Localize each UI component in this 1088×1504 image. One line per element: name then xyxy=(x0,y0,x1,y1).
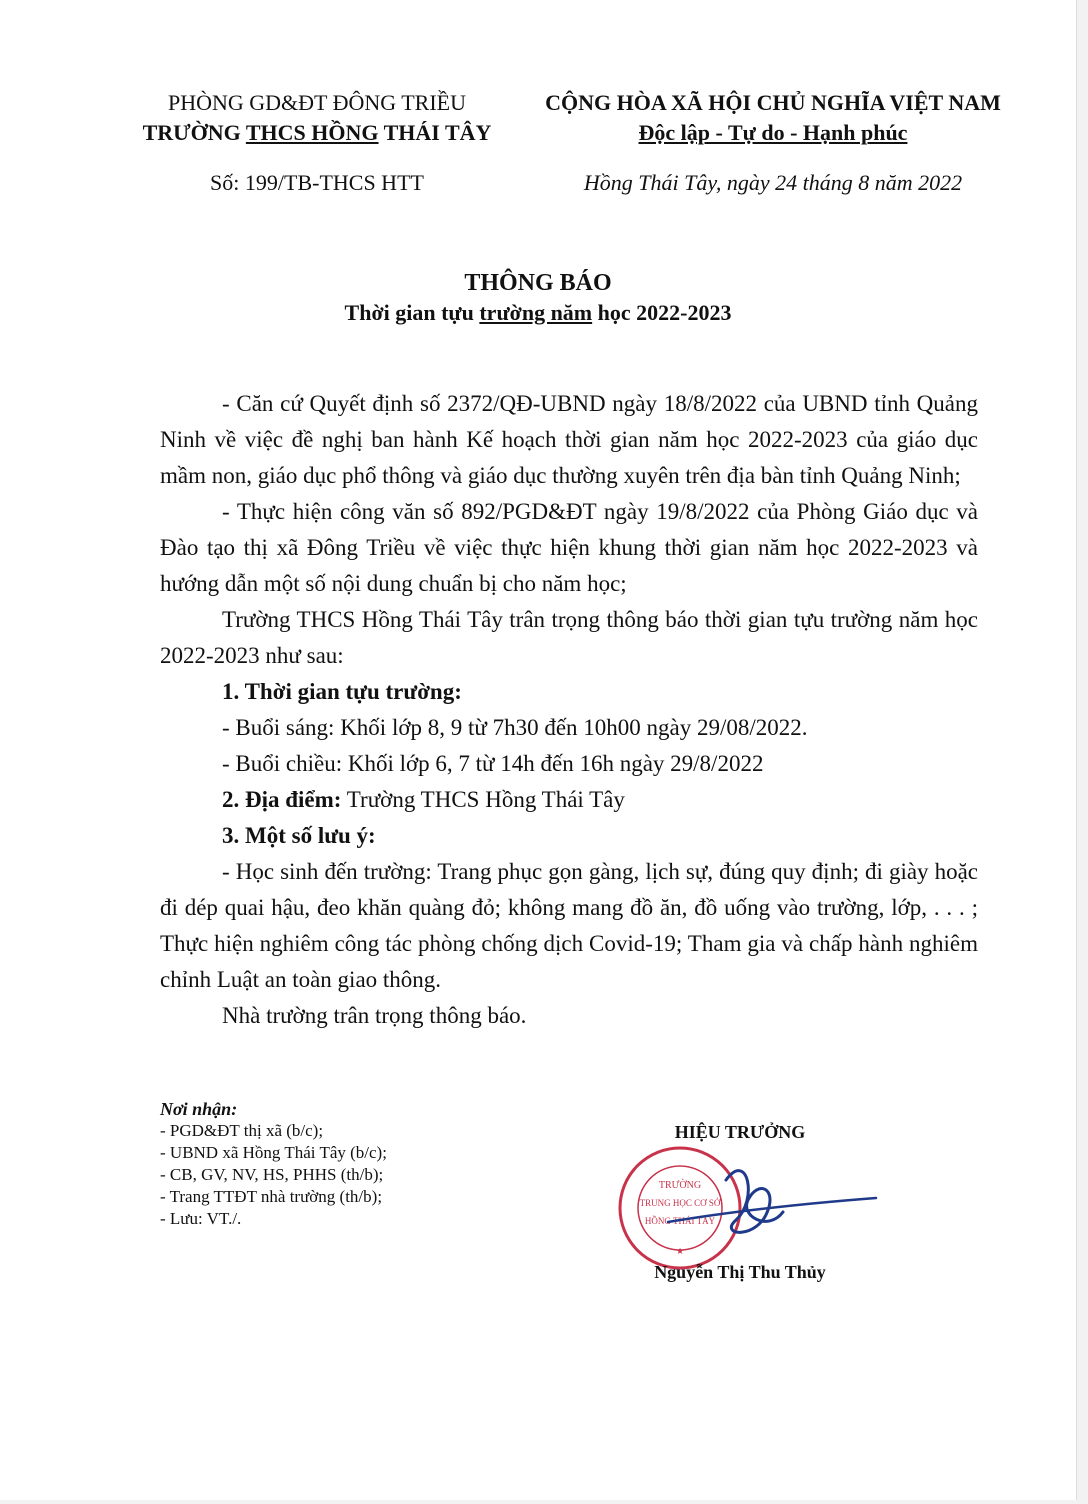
recipient-item: - Trang TTĐT nhà trường (th/b); xyxy=(160,1187,383,1206)
document-number: Số: 199/TB-THCS HTT xyxy=(210,170,424,195)
section-1-afternoon: - Buổi chiều: Khối lớp 6, 7 từ 14h đến 16h ngày 29/8/2022 xyxy=(222,751,764,776)
official-seal-and-signature xyxy=(608,1140,888,1270)
paragraph-basis-1: - Căn cứ Quyết định số 2372/QĐ-UBND ngày 18/8/2022 của UBND tỉnh Quảng Ninh về việc đề nghị ban hành Kế hoạch thời gian năm học 2022-2023 của giáo dục mầm non, giáo dục phổ thông và giáo dục thường xuyên trên địa bàn tỉnh Quảng Ninh; xyxy=(160,391,978,488)
national-header xyxy=(528,88,1018,148)
paragraph-intro: Trường THCS Hồng Thái Tây trân trọng thông báo thời gian tựu trường năm học 2022-2023 như sau: xyxy=(160,607,978,668)
place-date: Hồng Thái Tây, ngày 24 tháng 8 năm 2022 xyxy=(583,170,963,195)
svg-text:TRUNG HỌC CƠ SỞ: TRUNG HỌC CƠ SỞ xyxy=(639,1198,721,1208)
issuer-block xyxy=(92,88,542,148)
recipient-item: - CB, GV, NV, HS, PHHS (th/b); xyxy=(160,1165,384,1184)
section-3-notes: - Học sinh đến trường: Trang phục gọn gàng, lịch sự, đúng quy định; đi giày hoặc đi dép quai hậu, đeo khăn quàng đỏ; không mang đồ ăn, đồ uống vào trường, lớp, . . . ; Thực hiện nghiêm công tác phòng chống dịch Covid-19; Tham gia và chấp hành nghiêm chỉnh Luật an toàn giao thông. xyxy=(160,859,978,992)
document-body xyxy=(160,386,978,1034)
section-3-heading: 3. Một số lưu ý: xyxy=(222,823,376,848)
section-1-heading: 1. Thời gian tựu trường: xyxy=(222,679,462,704)
svg-text:★: ★ xyxy=(675,1246,685,1256)
seal-icon xyxy=(620,1148,740,1268)
closing-line: Nhà trường trân trọng thông báo. xyxy=(222,1003,527,1028)
signer-title: HIỆU TRƯỞNG xyxy=(674,1122,806,1142)
recipients-heading: Nơi nhận: xyxy=(160,1099,238,1119)
recipients-block xyxy=(160,1098,520,1230)
document-title: THÔNG BÁO xyxy=(464,270,612,296)
country-name: CỘNG HÒA XÃ HỘI CHỦ NGHĨA VIỆT NAM xyxy=(545,90,1001,115)
paragraph-basis-2: - Thực hiện công văn số 892/PGD&ĐT ngày 19/8/2022 của Phòng Giáo dục và Đào tạo thị xã Đông Triều về việc thực hiện khung thời gian năm học 2022-2023 và hướng dẫn một số nội dung chuẩn bị cho năm học; xyxy=(160,499,978,596)
signer-name: Nguyễn Thị Thu Thủy xyxy=(654,1262,826,1282)
recipient-item: - PGD&ĐT thị xã (b/c); xyxy=(160,1121,324,1140)
section-1-morning: - Buổi sáng: Khối lớp 8, 9 từ 7h30 đến 10h00 ngày 29/08/2022. xyxy=(222,715,808,740)
svg-text:HỒNG THÁI TÂY: HỒNG THÁI TÂY xyxy=(644,1216,716,1226)
recipient-item: - UBND xã Hồng Thái Tây (b/c); xyxy=(160,1143,387,1162)
recipient-item: - Lưu: VT./. xyxy=(160,1209,242,1228)
section-2-location: 2. Địa điểm: Trường THCS Hồng Thái Tây xyxy=(222,787,625,812)
svg-text:TRƯỜNG: TRƯỜNG xyxy=(658,1180,702,1191)
document-subtitle: Thời gian tựu trường năm học 2022-2023 xyxy=(344,300,732,325)
school-name: TRƯỜNG THCS HỒNG THÁI TÂY xyxy=(142,120,492,145)
motto: Độc lập - Tự do - Hạnh phúc xyxy=(638,120,908,145)
department-name: PHÒNG GD&ĐT ĐÔNG TRIỀU xyxy=(167,90,467,115)
